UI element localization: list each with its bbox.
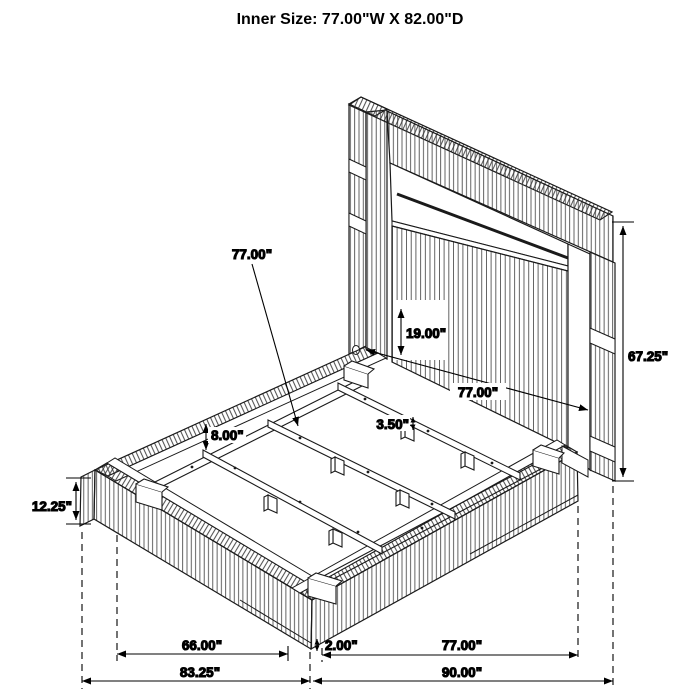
screw-dot — [234, 467, 237, 470]
dim-bottom-width-label: 77.00" — [441, 638, 483, 653]
dim-inner-width-label: 77.00" — [457, 385, 499, 400]
diagram-title: Inner Size: 77.00"W X 82.00"D — [236, 11, 464, 28]
slat-leg — [396, 490, 409, 508]
screw-dot — [427, 430, 430, 433]
dim-base-step-label: 2.00" — [325, 638, 358, 653]
slat-leg — [329, 529, 342, 547]
screw-dot — [367, 471, 370, 474]
screw-dot — [299, 437, 302, 440]
dim-outer-width-label: 90.00" — [441, 665, 483, 680]
headboard-left-post-side — [366, 110, 387, 359]
right-rail-front-face — [311, 452, 578, 649]
dim-headboard-height — [612, 222, 668, 481]
dim-panel-height — [393, 300, 446, 360]
dim-leg-height-label: 3.50" — [376, 417, 409, 432]
dim-inner-depth — [117, 638, 288, 661]
screw-dot — [191, 466, 194, 469]
dim-outer-width — [313, 665, 613, 681]
dim-rail-height-label: 12.25" — [31, 499, 72, 514]
dim-slat-length-label: 77.00" — [231, 247, 273, 262]
dim-outer-depth — [82, 665, 310, 681]
dim-headboard-height-label: 67.25" — [628, 349, 669, 364]
headboard-right-post-inner-face — [568, 244, 590, 470]
dim-slat-drop-label: 8.00" — [211, 428, 244, 443]
screw-dot — [364, 398, 367, 401]
dim-leg-height — [372, 415, 413, 432]
dim-outer-depth-label: 83.25" — [179, 665, 221, 680]
slat-leg — [264, 495, 277, 513]
screw-dot — [357, 531, 360, 534]
dim-bottom-width — [322, 638, 578, 655]
slat-leg — [461, 452, 474, 470]
screw-dot — [431, 503, 434, 506]
screw-dot — [491, 462, 494, 465]
screw-dot — [299, 501, 302, 504]
dim-panel-height-label: 19.00" — [406, 326, 447, 341]
screw-dot — [421, 527, 424, 530]
slat-leg — [331, 457, 344, 475]
dim-inner-depth-label: 66.00" — [181, 638, 223, 653]
